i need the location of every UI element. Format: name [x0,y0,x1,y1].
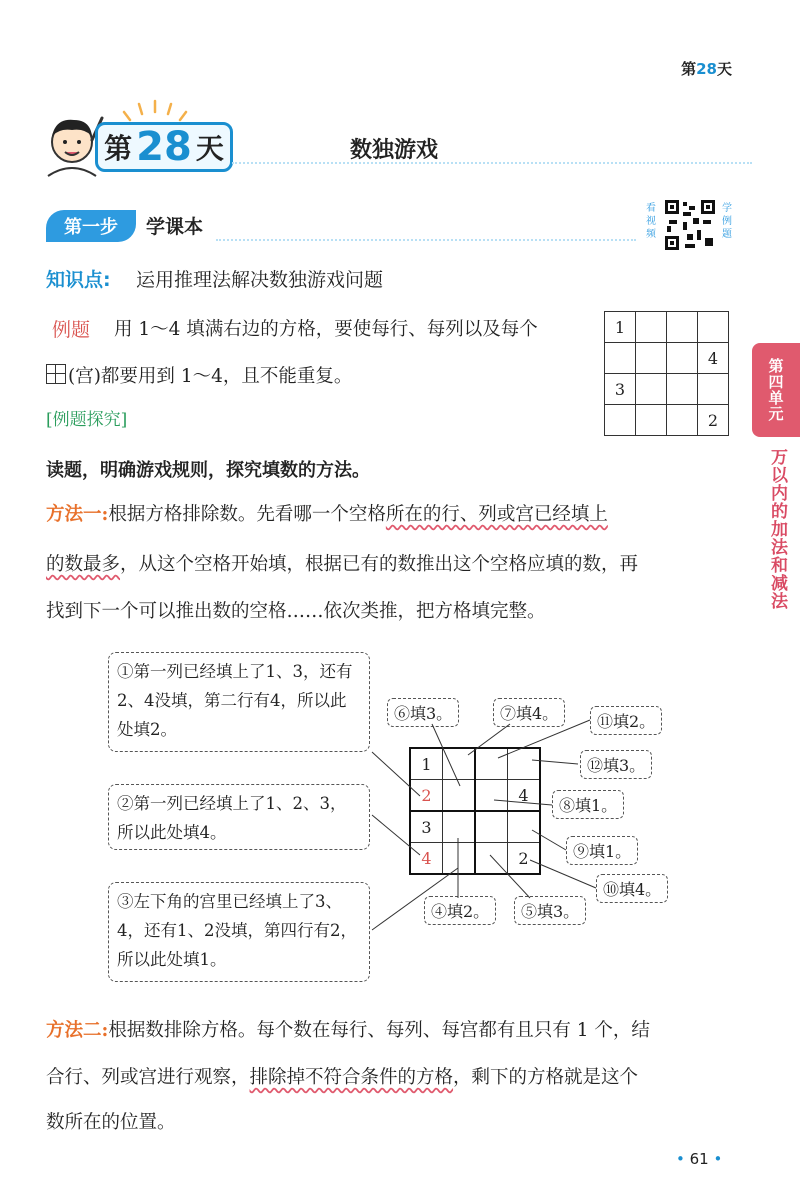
read-problem-line: 读题，明确游戏规则，探究填数的方法。 [46,460,370,481]
method1-line2: 的数最多，从这个空格开始填，根据已有的数推出这个空格应填的数，再 [46,554,639,575]
chip-step-5: ⑤填3。 [514,896,586,925]
knowledge-point-text: 运用推理法解决数独游戏问题 [136,269,384,291]
sun-rays-icon [120,98,190,124]
example-sudoku-grid: 1 4 3 2 [604,311,729,436]
unit-topic-text: 万以内的加法和减法 [767,448,787,610]
callout-step-2: ②第一列已经填上了1、2、3，所以此处填4。 [108,784,370,850]
chip-step-8: ⑧填1。 [552,790,624,819]
method1-line1: 方法一:根据方格排除数。先看哪一个空格所在的行、列或宫已经填上 [46,504,608,525]
chip-step-7: ⑦填4。 [493,698,565,727]
chip-step-6: ⑥填3。 [387,698,459,727]
step-title: 学课本 [146,216,204,238]
qr-code-icon[interactable] [663,198,717,252]
step-tag: 第一步 [46,210,136,242]
qr-caption-right: 学例题 [722,203,732,240]
day-badge: 第 28 天 [95,122,233,172]
method1-line3: 找到下一个可以推出数的空格……依次类推，把方格填完整。 [46,601,546,622]
callout-step-3: ③左下角的宫里已经填上了3、4，还有1、2没填，第四行有2，所以此处填1。 [108,882,370,982]
grid-box-icon [46,364,66,384]
example-label: 例题 [52,319,91,341]
example-text-line1: 用 1～4 填满右边的方格，要使每行、每列以及每个 [114,319,538,340]
chip-step-12: ⑫填3。 [580,750,652,779]
method2-line2: 合行、列或宫进行观察，排除掉不符合条件的方格，剩下的方格就是这个 [46,1067,639,1088]
chip-step-4: ④填2。 [424,896,496,925]
chip-step-9: ⑨填1。 [566,836,638,865]
qr-caption-left: 看视频 [646,203,656,240]
example-explore-heading: [例题探究] [46,410,128,430]
page-title: 数独游戏 [350,138,439,163]
solution-sudoku-grid: 1 2 4 3 4 2 [410,748,540,874]
example-text-line2: (宫)都要用到 1～4，且不能重复。 [46,362,352,388]
chip-step-11: ⑪填2。 [590,706,662,735]
method2-line1: 方法二:根据数排除方格。每个数在每行、每列、每宫都有且只有 1 个，结 [46,1020,650,1041]
callout-step-1: ①第一列已经填上了1、3，还有2、4没填，第二行有4，所以此处填2。 [108,652,370,752]
chip-step-10: ⑩填4。 [596,874,668,903]
step-divider [216,239,636,241]
unit-side-tab[interactable]: 第四单元 [752,343,800,437]
method2-line3: 数所在的位置。 [46,1112,176,1133]
page-number: • 61 • [676,1150,723,1168]
title-divider [232,162,752,164]
knowledge-point-label: 知识点: [46,269,111,291]
header-day-label: 第28天 [681,60,732,78]
